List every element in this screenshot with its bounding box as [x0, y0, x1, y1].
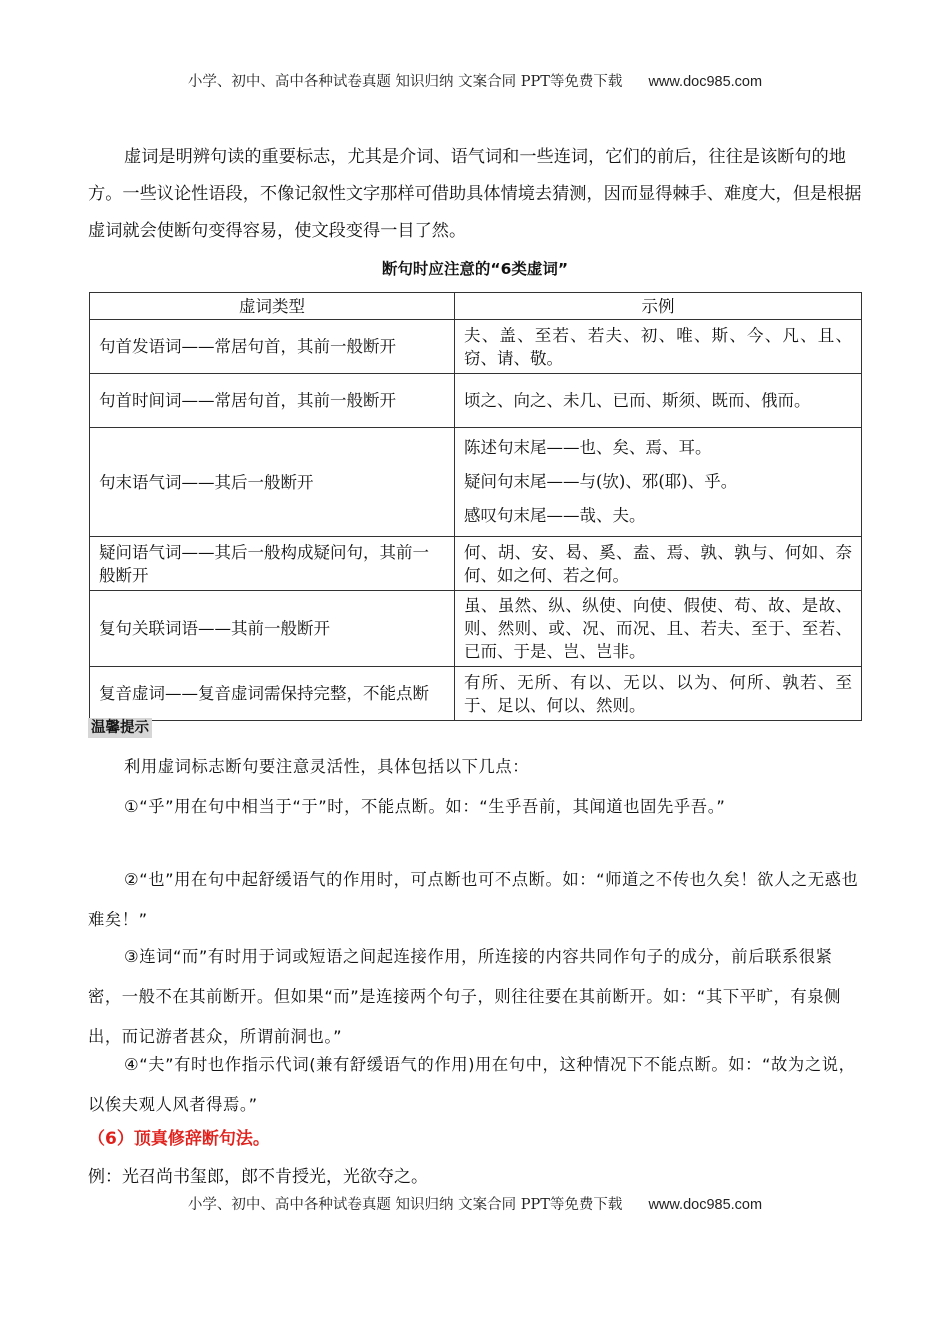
sentence-end-interrogative: 疑问句末尾——与(欤)、邪(耶)、乎。	[464, 472, 738, 491]
tip-item: ②“也”用在句中起舒缓语气的作用时，可点断也可不点断。如：“师道之不传也久矣！欲人之无惑也难矣！”	[88, 870, 859, 929]
footer-site-link[interactable]: www.doc985.com	[648, 1197, 763, 1213]
table-cell-type: 复音虚词——复音虚词需保持完整，不能点断	[90, 667, 455, 721]
example-sentence: 例：光召尚书玺郎，郎不肯授光，光欲夺之。	[88, 1167, 428, 1187]
header-site-link[interactable]: www.doc985.com	[648, 74, 763, 90]
section-heading: （6）顶真修辞断句法。	[88, 1129, 270, 1149]
table-cell-type: 疑问语气词——其后一般构成疑问句，其前一般断开	[90, 537, 455, 591]
table-row	[90, 374, 862, 428]
table-cell-example: 何、胡、安、曷、奚、盍、焉、孰、孰与、何如、奈何、如之何、若之何。	[455, 537, 862, 591]
table-row	[90, 537, 862, 591]
tip-label: 温馨提示	[88, 718, 152, 738]
column-header-type: 虚词类型	[90, 293, 455, 320]
table-row	[90, 428, 862, 537]
table-row	[90, 667, 862, 721]
table-cell-example	[455, 428, 862, 537]
table-header-row	[90, 293, 862, 320]
table-cell-type: 句首发语词——常居句首，其前一般断开	[90, 320, 455, 374]
page-header	[0, 70, 950, 91]
sentence-end-exclamatory: 感叹句末尾——哉、夫。	[464, 506, 646, 525]
table-row	[90, 320, 862, 374]
table-cell-type: 复句关联词语——其前一般断开	[90, 591, 455, 667]
table-title: 断句时应注意的“6类虚词”	[381, 260, 569, 278]
column-header-example: 示例	[455, 293, 862, 320]
tip-item: ①“乎”用在句中相当于“于”时，不能点断。如：“生乎吾前，其闻道也固先乎吾。”	[124, 797, 726, 816]
table-cell-example: 夫、盖、至若、若夫、初、唯、斯、今、凡、且、窃、请、敬。	[455, 320, 862, 374]
sentence-end-declarative: 陈述句末尾——也、矣、焉、耳。	[464, 438, 712, 457]
table-cell-type: 句末语气词——其后一般断开	[90, 428, 455, 537]
tip-item: ③连词“而”有时用于词或短语之间起连接作用，所连接的内容共同作句子的成分，前后联系很紧密，一般不在其前断开。但如果“而”是连接两个句子，则往往要在其前断开。如：“其下平旷，有泉侧出，而记游者甚众，所谓前洞也。”	[88, 947, 842, 1046]
page-footer	[0, 1193, 950, 1214]
table-cell-example: 顷之、向之、未几、已而、斯须、既而、俄而。	[455, 374, 862, 428]
table-cell-example: 有所、无所、有以、无以、以为、何所、孰若、至于、足以、何以、然则。	[455, 667, 862, 721]
footer-text: 小学、初中、高中各种试卷真题 知识归纳 文案合同 PPT等免费下载	[187, 1197, 623, 1213]
table-cell-example: 虽、虽然、纵、纵使、向使、假使、苟、故、是故、则、然则、或、况、而况、且、若夫、至于、至若、已而、于是、岂、岂非。	[455, 591, 862, 667]
table-row	[90, 591, 862, 667]
intro-paragraph: 虚词是明辨句读的重要标志，尤其是介词、语气词和一些连词，它们的前后，往往是该断句的地方。一些议论性语段，不像记叙性文字那样可借助具体情境去猜测，因而显得棘手、难度大，但是根据虚词就会使断句变得容易，使文段变得一目了然。	[88, 147, 862, 241]
function-words-table	[89, 292, 862, 721]
tip-intro: 利用虚词标志断句要注意灵活性，具体包括以下几点：	[124, 757, 530, 776]
header-text: 小学、初中、高中各种试卷真题 知识归纳 文案合同 PPT等免费下载	[187, 74, 623, 90]
tip-item: ④“夫”有时也作指示代词(兼有舒缓语气的作用)用在句中，这种情况下不能点断。如：“故为之说，以俟夫观人风者得焉。”	[88, 1055, 856, 1114]
table-cell-type: 句首时间词——常居句首，其前一般断开	[90, 374, 455, 428]
